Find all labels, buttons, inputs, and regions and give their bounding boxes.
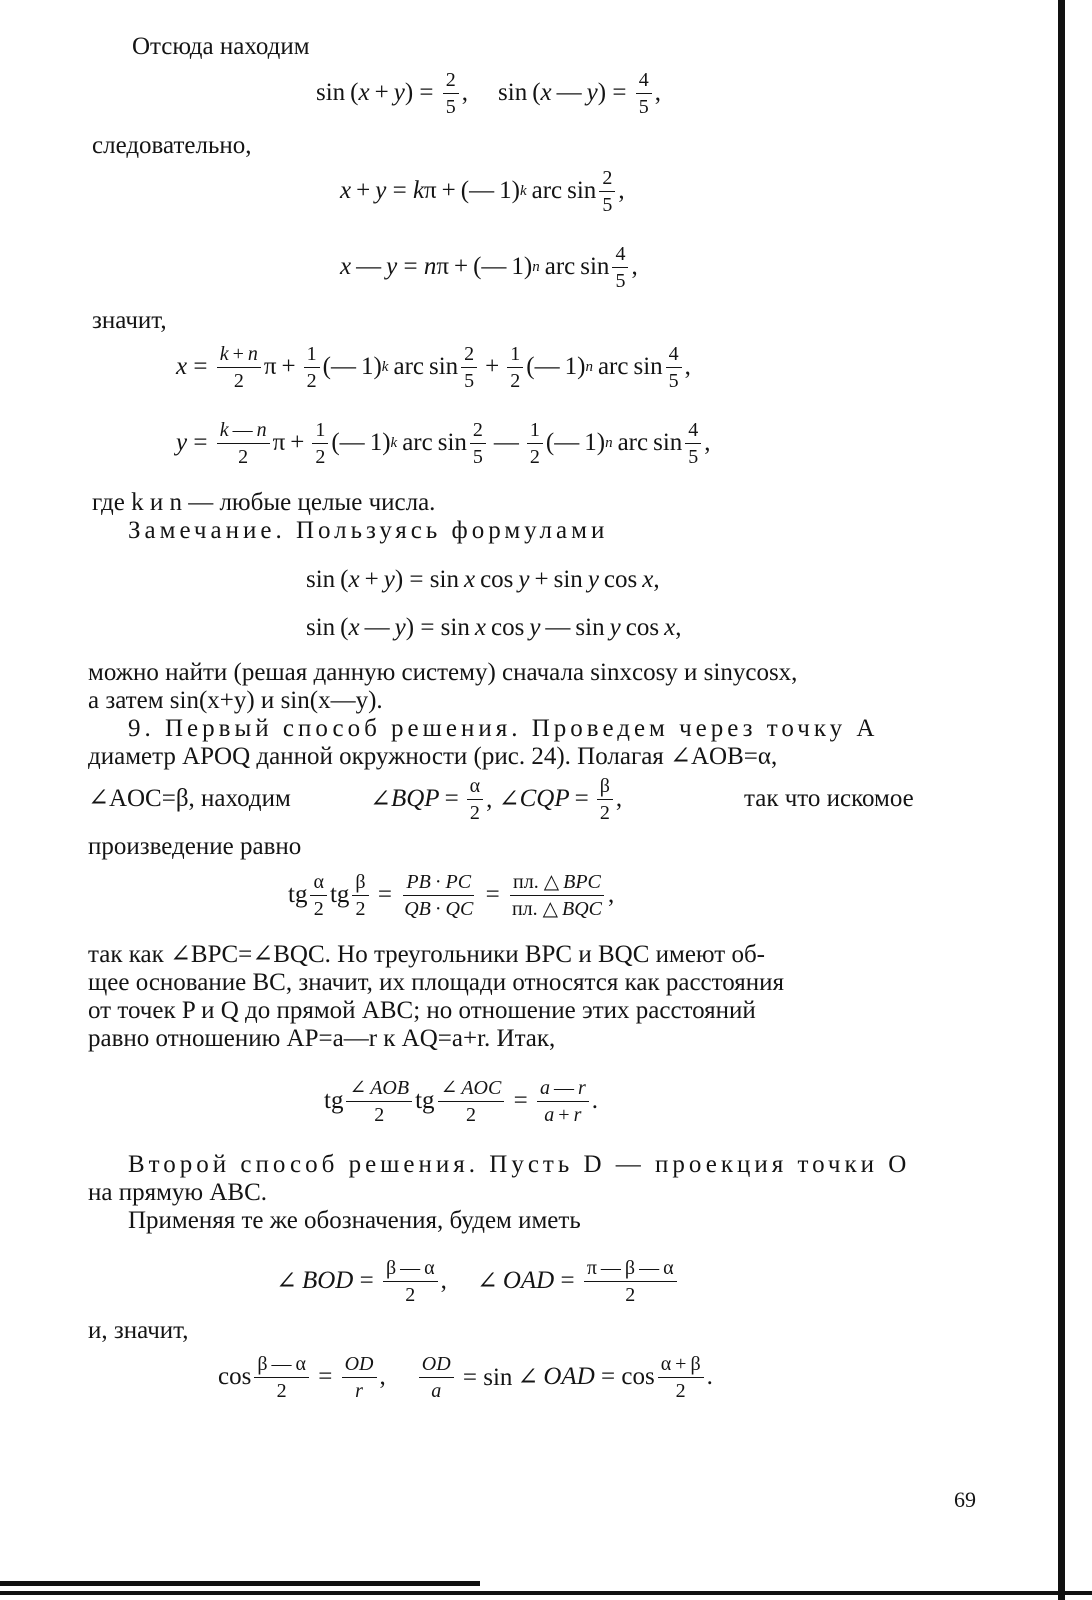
text-line-11: произведение равно: [88, 833, 302, 860]
text-line-19: и, значит,: [88, 1317, 189, 1344]
scan-edge-bottom: [0, 1591, 1092, 1595]
equation-y-solution: y = $\frac{k — n}{2}$ π + $\frac{1}{2}$ (— 1) k arc sin $\frac{2}{5}$ — $\frac{1}{2}$ (— 1) n arc sin $\frac{4}{5}$ ,: [176, 418, 711, 468]
text-line-4: где k и n — любые целые числа.: [92, 489, 436, 516]
text-line-12: так как ∠BPC=∠BQC. Но треугольники BPC и BQC имеют об-: [88, 941, 766, 968]
text-line-18: Применяя те же обозначения, будем иметь: [128, 1207, 581, 1234]
equation-tangent-result: tg $\frac{\text{∠ AOB}}{2}$ tg $\frac{\text{∠ AOC}}{2}$ = $\frac{a — r}{a + r}$ .: [324, 1076, 598, 1126]
equation-angles-bod-oad: ∠ BOD = $\frac{\beta — \alpha}{2}$ , ∠ OAD = $\frac{\pi — \beta — \alpha}{2}$: [276, 1250, 680, 1312]
equation-angles-bqp-cqp: ∠ BQP = $\frac{\alpha}{2}$ , ∠ CQP = $\frac{\beta}{2}$ ,: [370, 774, 623, 824]
scan-edge-vertical: [1058, 0, 1065, 1600]
text-line-7: а затем sin(x+y) и sin(x—y).: [88, 687, 383, 714]
text-line-10a: ∠AOC=β, находим: [88, 785, 291, 812]
equation-x-minus-y: x — y = n π + (— 1) n arc sin $\frac{4}{5}$ ,: [340, 242, 638, 292]
equation-sin-diff-formula: sin ( x — y ) = sin x cos y — sin y cos x ,: [306, 614, 682, 641]
text-line-6: можно найти (решая данную систему) сначала sinxcosy и sinycosx,: [88, 659, 798, 686]
text-line-3: значит,: [92, 307, 167, 334]
text-line-10b: так что искомое: [744, 785, 914, 812]
text-line-1: Отсюда находим: [132, 33, 310, 60]
equation-cos-relations: cos $\frac{\beta — \alpha}{2}$ = $\frac{OD}{r}$ , $\frac{OD}{a}$ = sin ∠ OAD = cos $\frac{\alpha + \beta}{2}$ .: [218, 1352, 713, 1402]
text-line-13: щее основание BC, значит, их площади относятся как расстояния: [88, 969, 785, 996]
equation-tangent-product: tg $\frac{\alpha}{2}$ tg $\frac{\beta}{2}$ = $\frac{PB \cdot PC}{QB \cdot QC}$ = $\frac{\text{пл. △ BPC}}{\text{пл. △ BQC}}$ ,: [288, 870, 615, 920]
text-line-16: Второй способ решения. Пусть D — проекция точки O: [128, 1151, 911, 1178]
text-line-17: на прямую ABC.: [88, 1179, 268, 1206]
equation-sin-values: sin ( x + y ) = $\frac{2}{5}$ , sin ( x — y ) = $\frac{4}{5}$ ,: [316, 68, 661, 118]
text-line-14: от точек P и Q до прямой ABC; но отношение этих расстояний: [88, 997, 756, 1024]
text-line-5: Замечание. Пользуясь формулами: [128, 517, 609, 544]
equation-x-plus-y: x + y = k π + (— 1) k arc sin $\frac{2}{5}$ ,: [340, 166, 625, 216]
equation-sin-sum-formula: sin ( x + y ) = sin x cos y + sin y cos x ,: [306, 566, 660, 593]
scan-edge-horizontal: [0, 1581, 480, 1586]
page-number: 69: [954, 1487, 976, 1512]
text-line-9: диаметр APOQ данной окружности (рис. 24). Полагая ∠AOB=α,: [88, 743, 778, 770]
equation-x-solution: x = $\frac{k + n}{2}$ π + $\frac{1}{2}$ (— 1) k arc sin $\frac{2}{5}$ + $\frac{1}{2}$ (— 1) n arc sin $\frac{4}{5}$ ,: [176, 342, 691, 392]
text-line-15: равно отношению AP=a—r к AQ=a+r. Итак,: [88, 1025, 556, 1052]
text-line-2: следовательно,: [92, 132, 252, 159]
text-line-8: 9. Первый способ решения. Проведем через точку A: [128, 715, 879, 742]
